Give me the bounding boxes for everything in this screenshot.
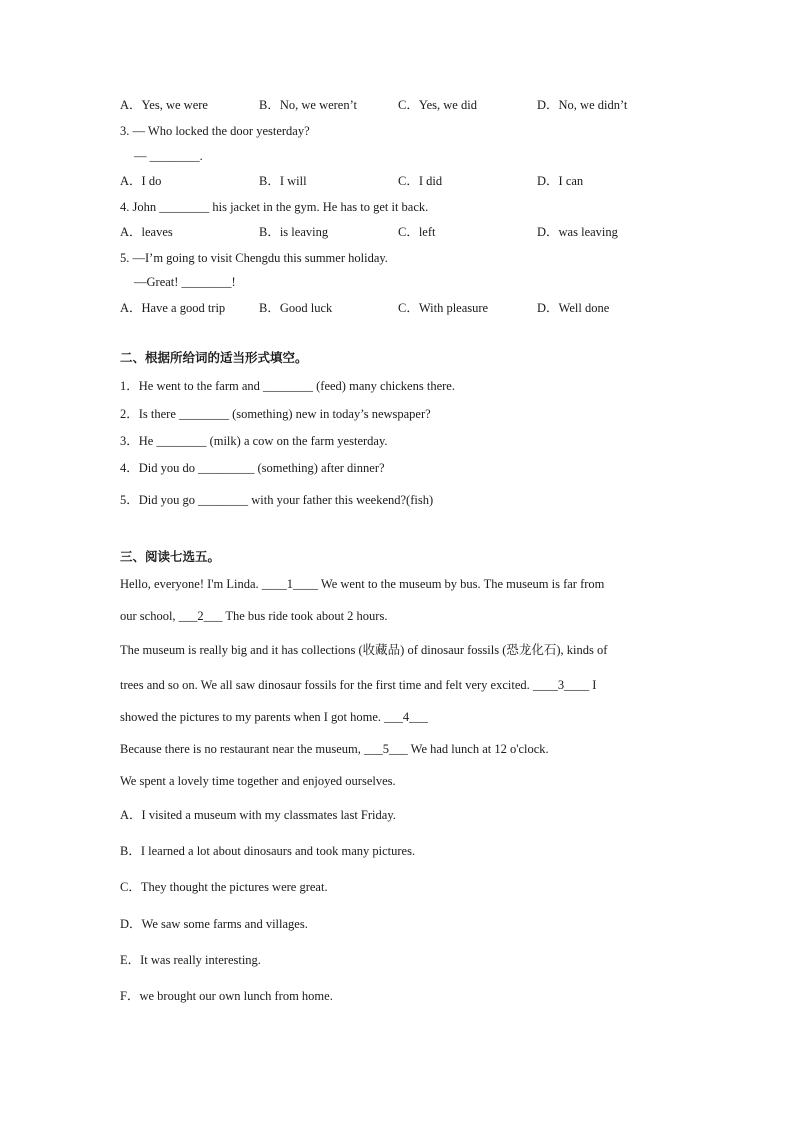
section3-heading: 三、阅读七选五。 bbox=[120, 549, 221, 564]
q2-option-b: B．No, we weren’t bbox=[259, 98, 358, 112]
q4-options bbox=[120, 224, 680, 240]
q3-option-b: B．I will bbox=[259, 174, 307, 188]
passage-line: The museum is really big and it has collections (收藏品) of dinosaur fossils (恐龙化石), kinds of bbox=[120, 643, 608, 657]
q2-options bbox=[120, 97, 680, 113]
passage-line: showed the pictures to my parents when I got home. ___4___ bbox=[120, 710, 428, 724]
section2-item: 1．He went to the farm and ________ (feed) many chickens there. bbox=[120, 379, 455, 393]
section2-item: 2．Is there ________ (something) new in today’s newspaper? bbox=[120, 407, 431, 421]
passage-line: Because there is no restaurant near the museum, ___5___ We had lunch at 12 o'clock. bbox=[120, 742, 549, 756]
q5-option-b: B．Good luck bbox=[259, 301, 333, 315]
q4-option-c: C．left bbox=[398, 225, 436, 239]
q5-question: 5. —I’m going to visit Chengdu this summer holiday. bbox=[120, 251, 388, 265]
passage-line: our school, ___2___ The bus ride took about 2 hours. bbox=[120, 609, 388, 623]
section2-heading: 二、根据所给词的适当形式填空。 bbox=[120, 350, 308, 365]
section2-item: 5．Did you go ________ with your father this weekend?(fish) bbox=[120, 493, 434, 507]
q3-option-c: C．I did bbox=[398, 174, 443, 188]
section3-option-f: F．we brought our own lunch from home. bbox=[120, 989, 333, 1003]
section3-option-d: D．We saw some farms and villages. bbox=[120, 917, 308, 931]
section3-option-e: E．It was really interesting. bbox=[120, 953, 261, 967]
q4-option-a: A．leaves bbox=[120, 225, 173, 239]
q2-option-a: A．Yes, we were bbox=[120, 98, 208, 112]
section2-item: 4．Did you do _________ (something) after dinner? bbox=[120, 461, 385, 475]
section3-option-a: A．I visited a museum with my classmates last Friday. bbox=[120, 808, 396, 822]
q5-option-c: C．With pleasure bbox=[398, 301, 489, 315]
q3-answer-line: — ________. bbox=[134, 149, 203, 163]
q5-answer-line: —Great! ________! bbox=[134, 275, 236, 289]
section2-item: 3．He ________ (milk) a cow on the farm yesterday. bbox=[120, 434, 388, 448]
q4-option-b: B．is leaving bbox=[259, 225, 329, 239]
q2-option-c: C．Yes, we did bbox=[398, 98, 477, 112]
q5-option-a: A．Have a good trip bbox=[120, 301, 226, 315]
section3-option-b: B．I learned a lot about dinosaurs and took many pictures. bbox=[120, 844, 416, 858]
q2-option-d: D．No, we didn’t bbox=[537, 98, 628, 112]
q3-option-a: A．I do bbox=[120, 174, 162, 188]
section3-option-c: C．They thought the pictures were great. bbox=[120, 880, 328, 894]
passage-line: We spent a lovely time together and enjoyed ourselves. bbox=[120, 774, 396, 788]
passage-line: Hello, everyone! I'm Linda. ____1____ We went to the museum by bus. The museum is far from bbox=[120, 577, 605, 591]
q5-option-d: D．Well done bbox=[537, 301, 610, 315]
q5-options bbox=[120, 300, 680, 316]
q3-option-d: D．I can bbox=[537, 174, 584, 188]
passage-line: trees and so on. We all saw dinosaur fossils for the first time and felt very excited. ____3____ I bbox=[120, 678, 597, 692]
q4-option-d: D．was leaving bbox=[537, 225, 618, 239]
q3-options bbox=[120, 173, 680, 189]
q4-question: 4. John ________ his jacket in the gym. He has to get it back. bbox=[120, 200, 429, 214]
q3-question: 3. — Who locked the door yesterday? bbox=[120, 124, 310, 138]
